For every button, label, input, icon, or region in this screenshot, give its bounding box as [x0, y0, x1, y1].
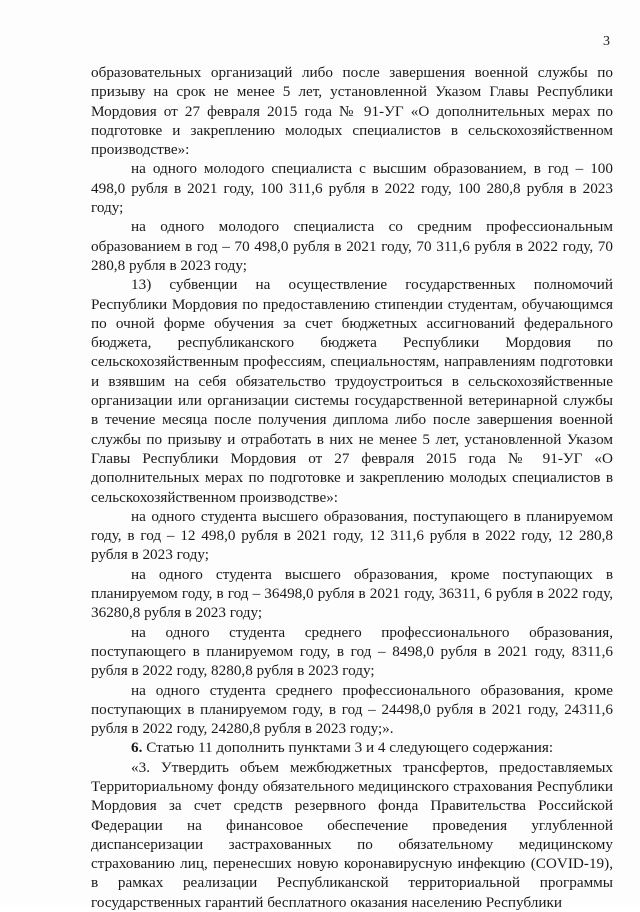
- paragraph-secondary-student-other: на одного студента среднего профессионального образования, кроме поступающих в планируемом году, в год – 24498,0 рубля в 2021 году, 24311,6 рубля в 2022 году, 24280,8 рубля в 2023 году;».: [91, 681, 613, 738]
- document-body: [91, 63, 613, 912]
- paragraph-higher-student-entering: на одного студента высшего образования, поступающего в планируемом году, в год – 12 498,0 рубля в 2021 году, 12 311,6 рубля в 2022 году, 12 280,8 рубля в 2023 году;: [91, 507, 613, 564]
- paragraph-higher-student-other: на одного студента высшего образования, кроме поступающих в планируемом году, в год – 36498,0 рубля в 2021 году, 36311, 6 рубля в 2022 году, 36280,8 рубля в 2023 году;: [91, 565, 613, 622]
- paragraph-item-3-transfers: «3. Утвердить объем межбюджетных трансфертов, предоставляемых Территориальному фонду обязательного медицинского страхования Республики Мордовия за счет средств резервного фонда Правительства Российской Федерации на финансовое обеспечение проведения углубленной диспансеризации застрахованных по обязательному медицинскому страхованию лиц, перенесших новую коронавирусную инфекцию (COVID-19), в рамках реализации Республиканской территориальной программы государственных гарантий бесплатного оказания населению Республики: [91, 758, 613, 911]
- paragraph-secondary-education-specialist: на одного молодого специалиста со средним профессиональным образованием в год – 70 498,0 рубля в 2021 году, 70 311,6 рубля в 2022 году, 70 280,8 рубля в 2023 году;: [91, 218, 613, 274]
- article-11-amendment-text: Статью 11 дополнить пунктами 3 и 4 следующего содержания:: [142, 739, 554, 757]
- paragraph-item-13-subventions: 13) субвенции на осуществление государственных полномочий Республики Мордовия по предоставлению стипендии студентам, обучающимся по очной форме обучения за счет бюджетных ассигнований федерального бюджета, республиканского бюджета Республики Мордовия по сельскохозяйственным профессиям, специальностям, направлениям подготовки и взявшим на себя обязательство трудоустроиться в сельскохозяйственные организации или организации системы государственной ветеринарной службы в течение месяца после получения диплома либо после завершения военной службы по призыву и отработать в них не менее 5 лет, установленной Указом Главы Республики Мордовия от 27 февраля 2015 года № 91-УГ «О дополнительных мерах по подготовке и закреплению молодых специалистов в сельскохозяйственном производстве»:: [91, 276, 613, 506]
- paragraph-article-11-amendment: [91, 738, 613, 757]
- page-number: 3: [603, 34, 610, 49]
- paragraph-higher-education-specialist: на одного молодого специалиста с высшим образованием, в год – 100 498,0 рубля в 2021 году, 100 311,6 рубля в 2022 году, 100 280,8 рубля в 2023 году;: [91, 160, 613, 217]
- paragraph-secondary-student-entering: на одного студента среднего профессионального образования, поступающего в планируемом году, в год – 8498,0 рубля в 2021 году, 8311,6 рубля в 2022 году, 8280,8 рубля в 2023 году;: [91, 623, 613, 680]
- item-number-6: 6.: [131, 739, 143, 757]
- paragraph-continuation: образовательных организаций либо после завершения военной службы по призыву на срок не менее 5 лет, установленной Указом Главы Республики Мордовия от 27 февраля 2015 года № 91-УГ «О дополнительных мерах по подготовке и закреплению молодых специалистов в сельскохозяйственном производстве»:: [91, 64, 613, 159]
